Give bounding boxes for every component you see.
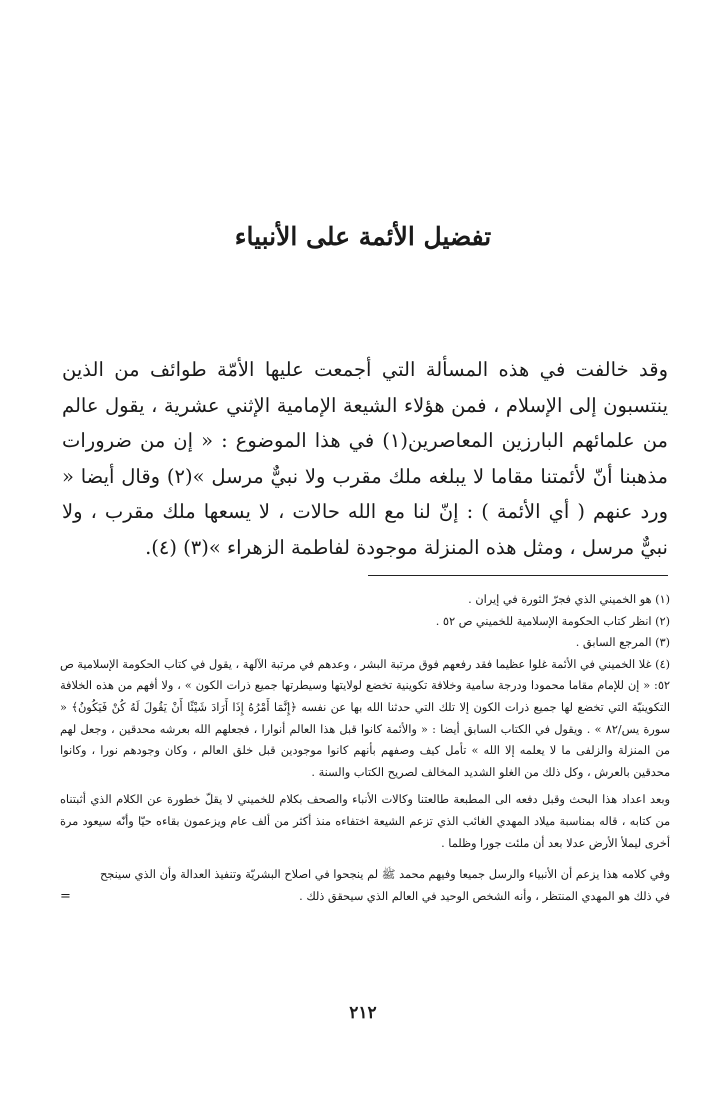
page-title: تفضيل الأئمة على الأنبياء — [234, 222, 492, 251]
footnote-continuation-block — [60, 864, 670, 907]
footnote-divider — [368, 575, 668, 576]
page-number: ٢١٢ — [349, 1003, 377, 1023]
footnote-4: (٤) غلا الخميني في الأئمة غلوا عظيما فقد رفعهم فوق مرتبة البشر ، وعدهم في مرتبة الآلهة ، يقول في كتاب الحكومة الإسلامية ص ٥٢: « إن للإمام مقاما محمودا ودرجة سامية وخلافة تكوينية تخضع لولايتها وسيطرتها جميع ذرات الكون » ، ولا أفهم من هذه الخلافة التكوينيّة التي تخضع لها جميع ذرات الكون إلا تلك التي حدثنا الله بها عن نفسه ﴿إِنَّمَا أَمْرُهُ إِذَا أَرَادَ شَيْئًا أَنْ يَقُولَ لَهُ كُنْ فَيَكُونُ﴾ « سورة يس/٨٢ » . ويقول في الكتاب السابق أيضا : « والأئمة كانوا قبل هذا العالم أنوارا ، فجعلهم الله بعرشه محدقين ، وجعل لهم من المنزلة والزلفى ما لا يعلمه إلا الله » تأمل كيف وصفهم بأنهم كانوا موجودين قبل خلق العالم ، وكان وجودهم نورا ، وكانوا محدقين بالعرش ، وكل ذلك من الغلو الشديد المخالف لصريح الكتاب والسنة . — [60, 657, 671, 779]
footnote-2: (٢) انظر كتاب الحكومة الإسلامية للخميني ص ٥٢ . — [435, 614, 670, 628]
footnote-1: (١) هو الخميني الذي فجرّ الثورة في إيران . — [468, 593, 670, 606]
footnote-continuation-1: وبعد اعداد هذا البحث وقبل دفعه الى المطبعة طالعتنا وكالات الأنباء والصحف بكلام للخميني لا يقلّ خطورة عن الكلام الذي أثبتناه من كتابه ، قاله بمناسبة ميلاد المهدي الغائب الذي تزعم الشيعة اختفاءه منذ أكثر من ألف عام ويزعمون بقاءه حيّا وأنّه سيعود مرة أخرى ليملأ الأرض عدلا بعد أن ملئت جورا وظلما . — [60, 793, 670, 850]
footnotes — [60, 589, 670, 907]
continuation-marker: = — [60, 888, 71, 904]
footnote-3: (٣) المرجع السابق . — [575, 636, 670, 650]
footnote-continuation-2: وفي كلامه هذا يزعم أن الأنبياء والرسل جميعا وفيهم محمد ﷺ لم ينجحوا في اصلاح البشريّة وتنفيذ العدالة وأن الذي سينجح في ذلك هو المهدي المنتظر ، وأنه الشخص الوحيد في العالم الذي سيحقق ذلك . — [100, 868, 670, 903]
main-paragraph: وقد خالفت في هذه المسألة التي أجمعت عليها الأمّة طوائف من الذين ينتسبون إلى الإسلام ، فمن هؤلاء الشيعة الإمامية الإثني عشرية ، يقول عالم من علمائهم البارزين المعاصرين(١) في هذا الموضوع : « إن من ضرورات مذهبنا أنّ لأئمتنا مقاما لا يبلغه ملك مقرب ولا نبيٌّ مرسل »(٢) وقال أيضا « ورد عنهم ( أي الأئمة ) : إنّ لنا مع الله حالات ، لا يسعها ملك مقرب ، ولا نبيٌّ مرسل ، ومثل هذه المنزلة موجودة لفاطمة الزهراء »(٣) (٤). — [62, 358, 668, 559]
